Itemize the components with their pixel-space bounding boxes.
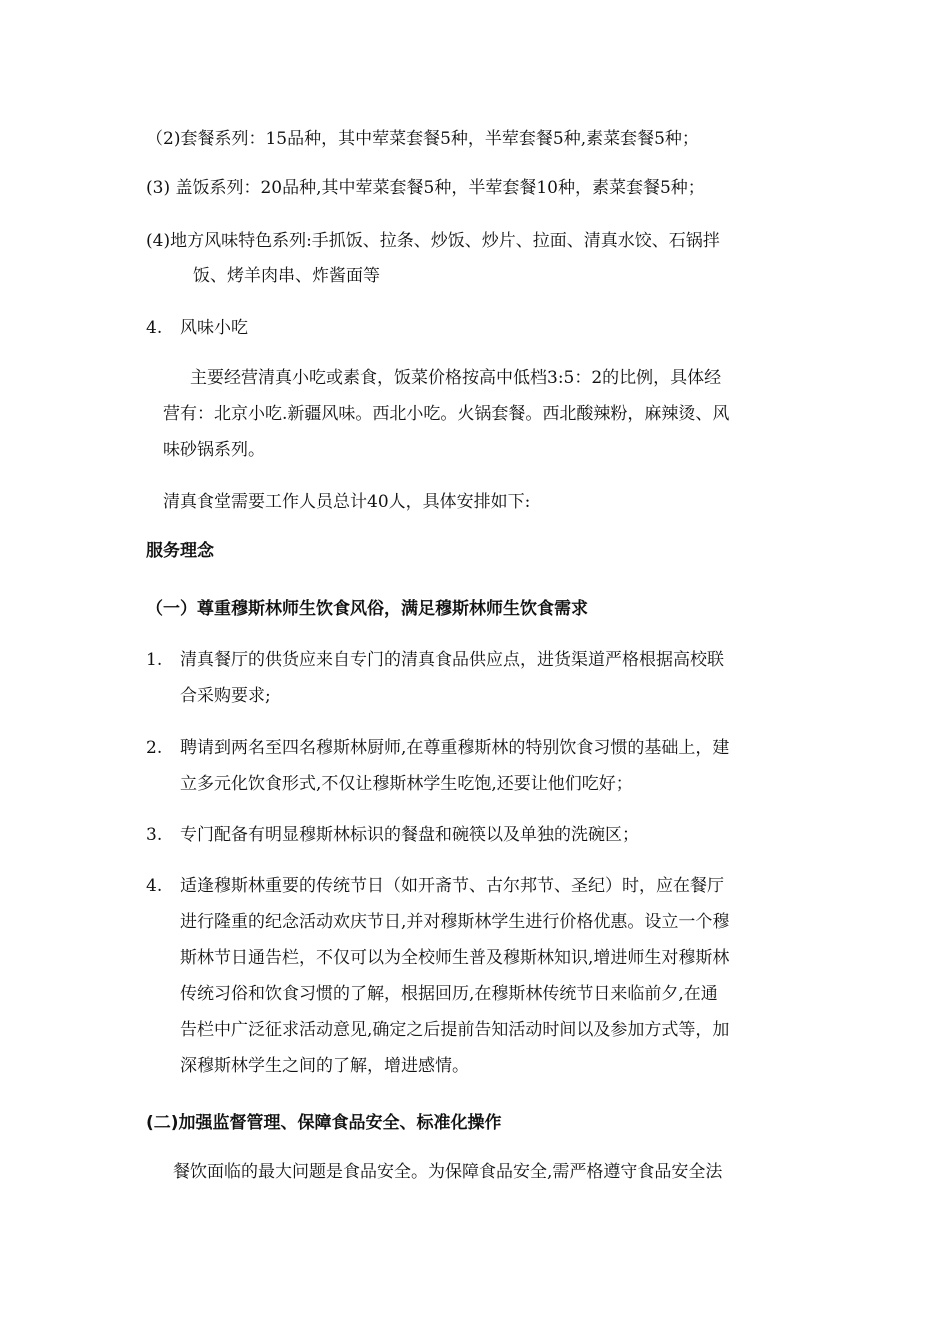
- rice-bowl-line: (3) 盖饭系列：20品种,其中荤菜套餐5种，半荤套餐10种，素菜套餐5种；: [146, 178, 705, 198]
- item-2-number: 2.: [146, 738, 163, 758]
- item-3-line-1: 专门配备有明显穆斯林标识的餐盘和碗筷以及单独的洗碗区；: [180, 825, 639, 845]
- set-meal-line: （2)套餐系列：15品种，其中荤菜套餐5种，半荤套餐5种,素菜套餐5种；: [146, 129, 699, 149]
- item-4-line-4: 传统习俗和饮食习惯的了解，根据回历,在穆斯林传统节日来临前夕,在通: [180, 984, 718, 1004]
- snacks-para-line-1: 主要经营清真小吃或素食，饭菜价格按高中低档3:5：2的比例，具体经: [190, 368, 722, 388]
- item-4-line-6: 深穆斯林学生之间的了解，增进感情。: [180, 1056, 469, 1076]
- section1-title: （一）尊重穆斯林师生饮食风俗，满足穆斯林师生饮食需求: [146, 599, 588, 619]
- item-4-line-2: 进行隆重的纪念活动欢庆节日,并对穆斯林学生进行价格优惠。设立一个穆: [180, 912, 730, 932]
- staff-line: 清真食堂需要工作人员总计40人，具体安排如下:: [163, 492, 531, 512]
- item-2-line-2: 立多元化饮食形式,不仅让穆斯林学生吃饱,还要让他们吃好；: [180, 774, 633, 794]
- section2-title: (二)加强监督管理、保障食品安全、标准化操作: [146, 1113, 502, 1133]
- item-3-number: 3.: [146, 825, 163, 845]
- snacks-para-line-2: 营有：北京小吃.新疆风味。西北小吃。火锅套餐。西北酸辣粉，麻辣烫、风: [163, 404, 730, 424]
- service-title: 服务理念: [146, 541, 214, 561]
- item-1-number: 1.: [146, 650, 163, 670]
- item-1-line-2: 合采购要求;: [180, 686, 271, 706]
- item-4-number: 4.: [146, 876, 163, 896]
- snacks-para-line-3: 味砂锅系列。: [163, 440, 265, 460]
- local-flavor-line-2: 饭、烤羊肉串、炸酱面等: [193, 266, 380, 286]
- snacks-heading: 风味小吃: [180, 318, 248, 338]
- section2-para-line-1: 餐饮面临的最大问题是食品安全。为保障食品安全,需严格遵守食品安全法: [173, 1162, 723, 1182]
- local-flavor-line-1: (4)地方风味特色系列:手抓饭、拉条、炒饭、炒片、拉面、清真水饺、石锅拌: [146, 231, 720, 251]
- snacks-number: 4.: [146, 318, 163, 338]
- item-1-line-1: 清真餐厅的供货应来自专门的清真食品供应点，进货渠道严格根据高校联: [180, 650, 724, 670]
- item-2-line-1: 聘请到两名至四名穆斯林厨师,在尊重穆斯林的特别饮食习惯的基础上，建: [180, 738, 730, 758]
- item-4-line-5: 告栏中广泛征求活动意见,确定之后提前告知活动时间以及参加方式等，加: [180, 1020, 730, 1040]
- item-4-line-1: 适逢穆斯林重要的传统节日（如开斋节、古尔邦节、圣纪）时，应在餐厅: [180, 876, 724, 896]
- item-4-line-3: 斯林节日通告栏，不仅可以为全校师生普及穆斯林知识,增进师生对穆斯林: [180, 948, 730, 968]
